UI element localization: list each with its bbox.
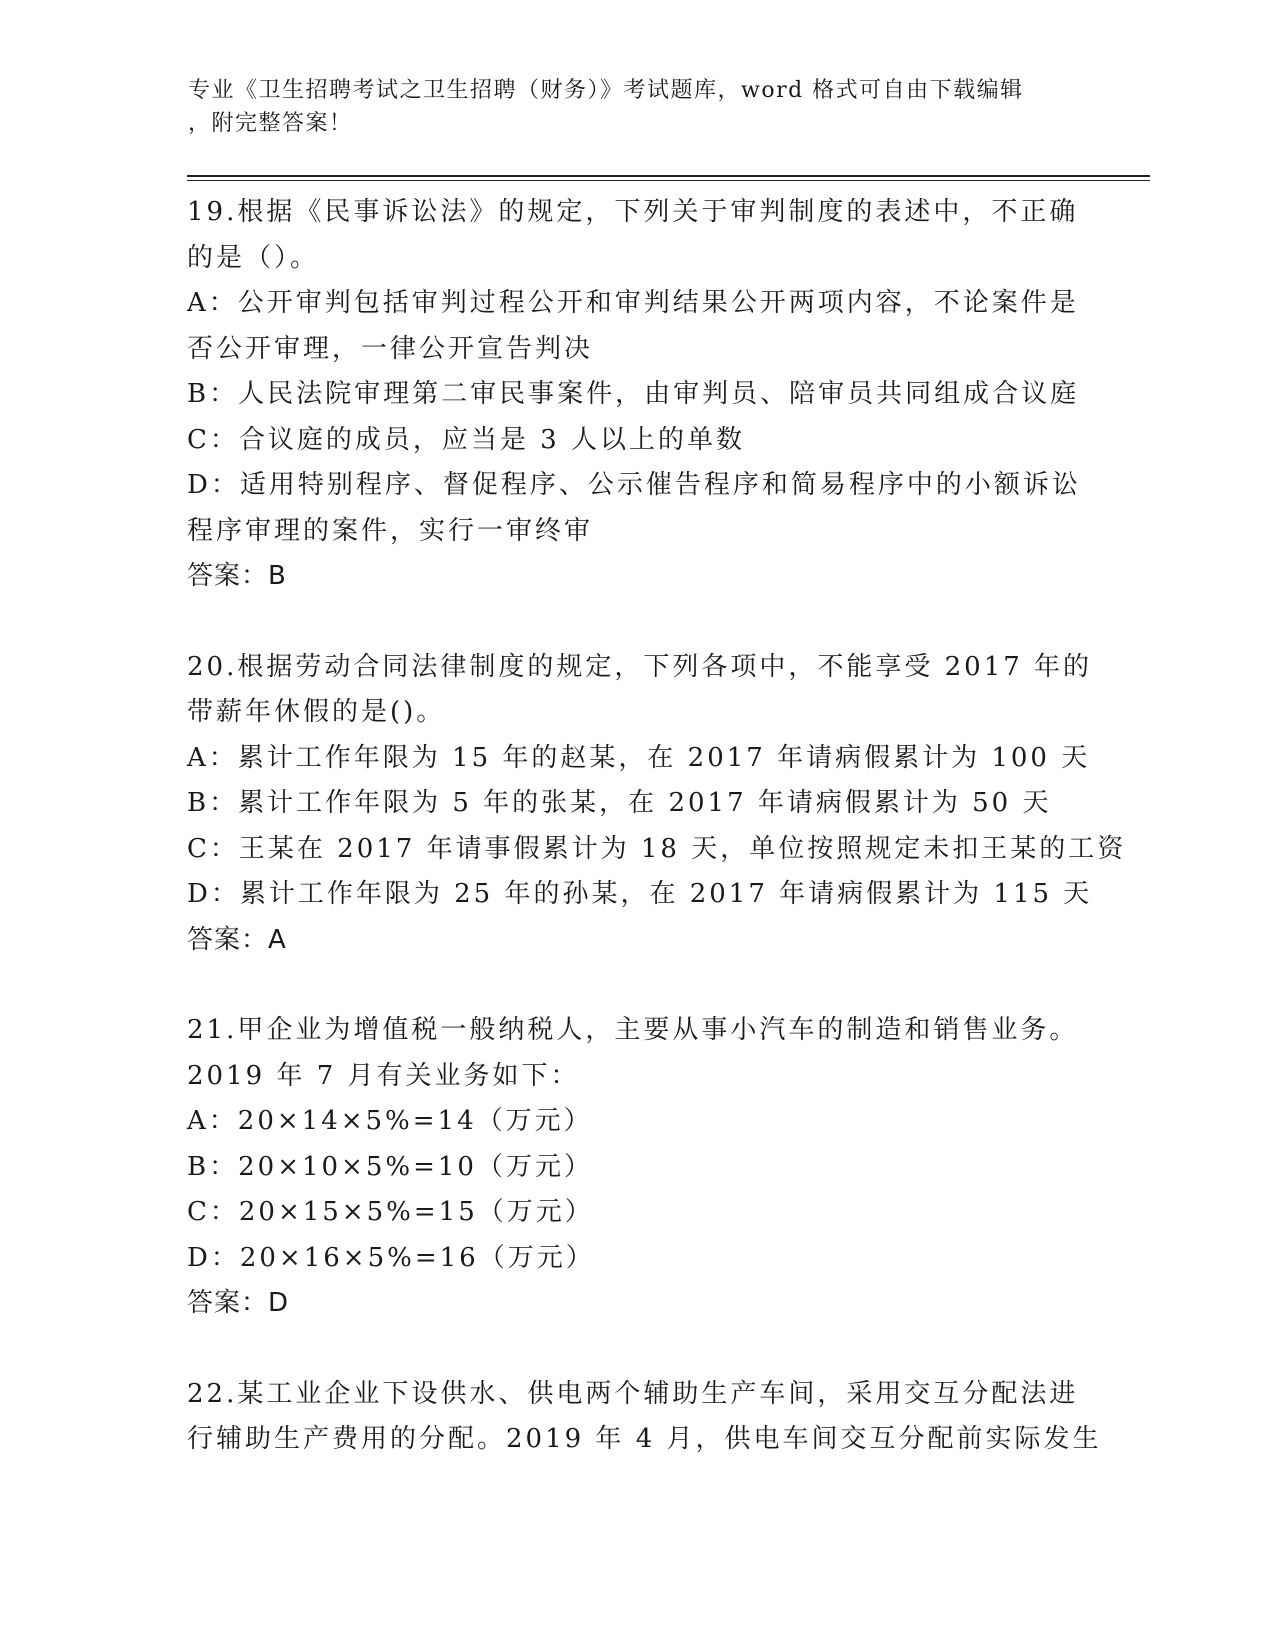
header-line-2: ，附完整答案！ [188,111,353,136]
option-d: D：累计工作年限为 25 年的孙某，在 2017 年请病假累计为 115 天 [187,879,1093,909]
question-stem-line: 21.甲企业为增值税一般纳税人，主要从事小汽车的制造和销售业务。 [187,1015,1079,1045]
header-divider-thick [187,175,1150,177]
question-stem-line: 行辅助生产费用的分配。2019 年 4 月，供电车间交互分配前实际发生 [187,1424,1102,1454]
option-d-continued: 程序审理的案件，实行一审终审 [187,515,594,546]
question-stem-line: 19.根据《民事诉讼法》的规定，下列关于审判制度的表述中，不正确 [187,197,1079,227]
option-a: A：公开审判包括审判过程公开和审判结果公开两项内容，不论案件是 [187,288,1079,318]
question-19 [187,190,1087,600]
question-stem-line: 带薪年休假的是()。 [187,697,446,727]
option-a: A：累计工作年限为 15 年的赵某，在 2017 年请病假累计为 100 天 [187,742,1091,773]
option-a-continued: 否公开审理，一律公开宣告判决 [187,333,594,364]
option-b: B：人民法院审理第二审民事案件，由审判员、陪审员共同组成合议庭 [187,379,1080,409]
document-header [188,74,1088,140]
option-b: B：20×10×5%=10（万元） [187,1151,593,1182]
header-divider-thin [187,180,1150,181]
option-d: D：20×16×5%=16（万元） [187,1242,595,1273]
option-c: C：合议庭的成员，应当是 3 人以上的单数 [187,424,745,455]
option-d: D：适用特别程序、督促程序、公示催告程序和简易程序中的小额诉讼 [187,470,1081,500]
header-line-1: 专业《卫生招聘考试之卫生招聘（财务）》考试题库，word 格式可自由下载编辑 [188,78,1024,103]
answer-line: 答案：B [187,561,287,591]
question-stem-line: 22.某工业企业下设供水、供电两个辅助生产车间，采用交互分配法进 [187,1378,1079,1409]
question-22 [187,1372,1102,1463]
question-stem-line: 的是（）。 [187,242,320,273]
option-b: B：累计工作年限为 5 年的张某，在 2017 年请病假累计为 50 天 [187,788,1052,818]
question-21 [187,1008,1087,1327]
option-a: A：20×14×5%=14（万元） [187,1106,593,1136]
question-list [187,190,1127,1508]
option-c: C：王某在 2017 年请事假累计为 18 天，单位按照规定未扣王某的工资 [187,833,1127,864]
question-stem-line: 2019 年 7 月有关业务如下： [187,1060,580,1091]
question-20 [187,645,1127,964]
answer-line: 答案：D [187,1288,290,1318]
answer-line: 答案：A [187,924,287,955]
question-stem-line: 20.根据劳动合同法律制度的规定，下列各项中，不能享受 2017 年的 [187,651,1093,682]
option-c: C：20×15×5%=15（万元） [187,1197,594,1227]
